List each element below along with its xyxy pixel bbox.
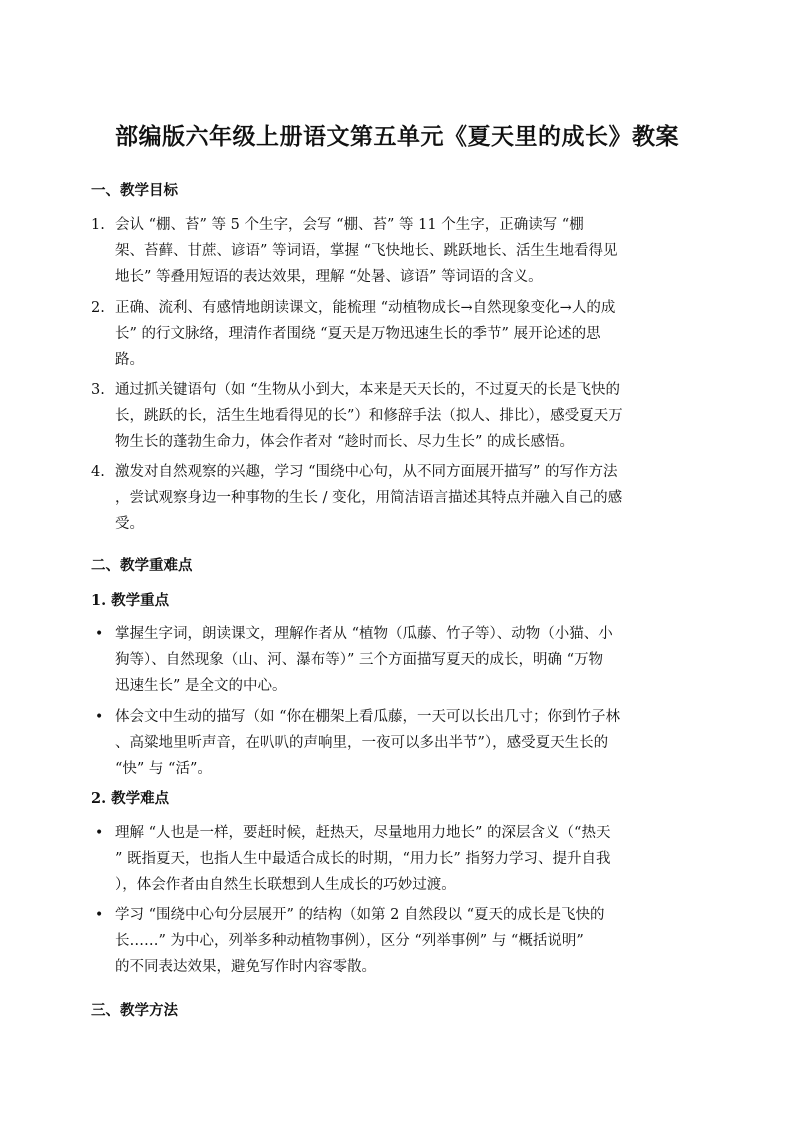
text-line: 路。 — [115, 352, 144, 368]
list-item-text — [91, 212, 711, 290]
text-line: 正确、流利、有感情地朗读课文，能梳理 “动植物成长→自然现象变化→人的成 — [115, 300, 616, 316]
text-line: ，尝试观察身边一种事物的生长 / 变化，用简洁语言描述其特点并融入自己的感 — [115, 490, 623, 506]
list-item — [91, 295, 711, 373]
text-line: 物生长的蓬勃生命力，体会作者对 “趁时而长、尽力生长” 的成长感悟。 — [115, 434, 575, 450]
list-item — [91, 704, 711, 782]
text-line: 地长” 等叠用短语的表达效果，理解 “处暑、谚语” 等词语的含义。 — [115, 269, 543, 285]
list-item-text — [91, 704, 711, 782]
list-item — [91, 459, 711, 537]
list-item — [91, 820, 711, 898]
list-number: 1. — [91, 217, 105, 233]
section-heading-teaching-methods: 三、教学方法 — [91, 1002, 178, 1019]
list-item — [91, 212, 711, 290]
text-line: 学习 “围绕中心句分层展开” 的结构（如第 2 自然段以 “夏天的成长是飞快的 — [115, 907, 605, 923]
text-line: 会认 “棚、苔” 等 5 个生字，会写 “棚、苔” 等 11 个生字，正确读写 “棚 — [115, 217, 584, 233]
section-heading-teaching-goals: 一、教学目标 — [91, 182, 178, 199]
bullet-icon: • — [95, 907, 104, 923]
section-heading-key-points: 二、教学重难点 — [91, 557, 193, 574]
text-line: 激发对自然观察的兴趣，学习 “围绕中心句，从不同方面展开描写” 的写作方法 — [115, 464, 618, 480]
sub-heading-key-points: 1. 教学重点 — [91, 592, 170, 609]
list-item-text — [91, 902, 711, 980]
text-line: 、高粱地里听声音，在叭叭的声响里，一夜可以多出半节”），感受夏天生长的 — [115, 735, 609, 751]
sub-heading-difficulties: 2. 教学难点 — [91, 790, 170, 807]
document-title: 部编版六年级上册语文第五单元《夏天里的成长》教案 — [115, 123, 679, 150]
text-line: 受。 — [115, 516, 144, 532]
list-number: 3. — [91, 382, 105, 398]
text-line: ” 既指夏天，也指人生中最适合成长的时期，“用力长” 指努力学习、提升自我 — [115, 851, 611, 867]
list-number: 2. — [91, 300, 105, 316]
text-line: 的不同表达效果，避免写作时内容零散。 — [115, 959, 376, 975]
text-line: 理解 “人也是一样，要赶时候，赶热天，尽量地用力地长” 的深层含义（“热天 — [115, 825, 611, 841]
list-item-text — [91, 295, 711, 373]
list-item — [91, 377, 711, 455]
text-line: ），体会作者由自然生长联想到人生成长的巧妙过渡。 — [115, 877, 456, 893]
text-line: 长，跳跃的长，活生生地看得见的长”）和修辞手法（拟人、排比），感受夏天万 — [115, 408, 623, 424]
list-number: 4. — [91, 464, 105, 480]
text-line: 架、苔藓、甘蔗、谚语” 等词语，掌握 “飞快地长、跳跃地长、活生生地看得见 — [115, 243, 618, 259]
bullet-icon: • — [95, 626, 104, 642]
list-item-text — [91, 820, 711, 898]
list-item-text — [91, 459, 711, 537]
bullet-icon: • — [95, 825, 104, 841]
text-line: 迅速生长” 是全文的中心。 — [115, 678, 287, 694]
text-line: 长” 的行文脉络，理清作者围绕 “夏天是万物迅速生长的季节” 展开论述的思 — [115, 326, 601, 342]
text-line: “快” 与 “活”。 — [115, 761, 212, 777]
text-line: 体会文中生动的描写（如 “你在棚架上看瓜藤，一天可以长出几寸；你到竹子林 — [115, 709, 621, 725]
text-line: 狗等）、自然现象（山、河、瀑布等）” 三个方面描写夏天的成长，明确 “万物 — [115, 652, 604, 668]
list-item — [91, 902, 711, 980]
text-line: 长……” 为中心，列举多种动植物事例），区分 “列举事例” 与 “概括说明” — [115, 933, 584, 949]
list-item — [91, 621, 711, 699]
text-line: 通过抓关键语句（如 “生物从小到大，本来是天天长的，不过夏天的长是飞快的 — [115, 382, 621, 398]
text-line: 掌握生字词，朗读课文，理解作者从 “植物（瓜藤、竹子等）、动物（小猫、小 — [115, 626, 613, 642]
bullet-icon: • — [95, 709, 104, 725]
list-item-text — [91, 377, 711, 455]
list-item-text — [91, 621, 711, 699]
